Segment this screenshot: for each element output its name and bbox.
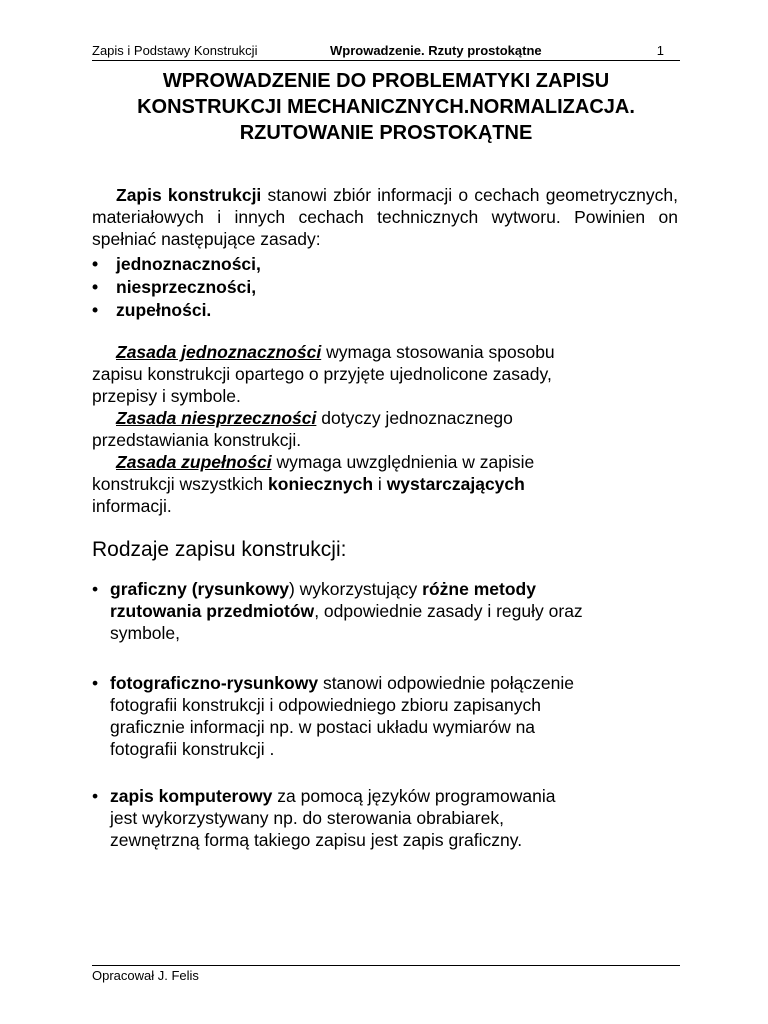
page-footer: Opracował J. Felis bbox=[92, 965, 680, 985]
type-1-emphasis-a: różne metody bbox=[422, 579, 536, 599]
principle-item bbox=[92, 253, 261, 276]
title-line-1: WPROWADZENIE DO PROBLEMATYKI ZAPISU bbox=[162, 70, 610, 92]
type-2-line-3: graficznie informacji np. w postaci układu wymiarów na bbox=[110, 717, 536, 737]
rule-2-text: dotyczy jednoznacznego bbox=[316, 408, 513, 428]
header-chapter-title: Wprowadzenie. Rzuty prostokątne bbox=[330, 43, 542, 58]
type-2-text-a: stanowi odpowiednie połączenie bbox=[318, 673, 574, 693]
rule-2-term: Zasada niesprzeczności bbox=[116, 408, 317, 428]
type-item-body bbox=[110, 785, 682, 851]
rule-3-text-b: konstrukcji wszystkich bbox=[92, 474, 269, 494]
type-2-line-2: fotografii konstrukcji i odpowiedniego zbioru zapisanych bbox=[110, 695, 541, 715]
type-item-graphic bbox=[92, 578, 682, 644]
rule-1-line-3: przepisy i symbole. bbox=[92, 386, 241, 406]
type-1-term: graficzny (rysunkowy bbox=[110, 579, 289, 599]
header-page-number: 1 bbox=[656, 43, 664, 58]
types-heading: Rodzaje zapisu konstrukcji: bbox=[92, 538, 347, 561]
type-item-body bbox=[110, 672, 682, 760]
bullet-icon: • bbox=[92, 786, 99, 806]
rule-1-line-2: zapisu konstrukcji opartego o przyjęte ujednolicone zasady, bbox=[92, 364, 552, 384]
type-3-line-2: jest wykorzystywany np. do sterowania obrabiarek, bbox=[110, 808, 504, 828]
intro-term: Zapis konstrukcji bbox=[116, 185, 262, 205]
principle-label: jednoznaczności, bbox=[116, 254, 261, 274]
type-3-line-1 bbox=[110, 785, 682, 807]
bullet-icon: • bbox=[92, 277, 99, 297]
type-2-line-4: fotografii konstrukcji . bbox=[110, 739, 275, 759]
rule-1-term: Zasada jednoznaczności bbox=[116, 342, 322, 362]
rule-3-keyword-necessary: koniecznych bbox=[268, 474, 374, 494]
bullet-icon: • bbox=[92, 300, 99, 320]
intro-text: stanowi zbiór informacji o cechach geometrycznych, materiałowych i innych cechach technicznych wytworu. Powinien on spełniać następujące zasady: bbox=[92, 185, 678, 249]
type-item-body bbox=[110, 578, 682, 644]
principle-item bbox=[92, 299, 261, 322]
rule-3-text-c: i bbox=[373, 474, 387, 494]
type-3-line-3: zewnętrzną formą takiego zapisu jest zapis graficzny. bbox=[110, 830, 523, 850]
rule-2-line bbox=[92, 407, 678, 429]
rule-3-line-3: informacji. bbox=[92, 496, 172, 516]
header-course-title: Zapis i Podstawy Konstrukcji bbox=[92, 43, 258, 58]
type-1-emphasis-b: rzutowania przedmiotów bbox=[110, 601, 315, 621]
rule-1-line bbox=[92, 341, 678, 363]
type-1-text-b: , odpowiednie zasady i reguły oraz bbox=[314, 601, 583, 621]
title-line-3: RZUTOWANIE PROSTOKĄTNE bbox=[239, 122, 533, 144]
rule-2-line-2: przedstawiania konstrukcji. bbox=[92, 430, 302, 450]
type-3-term: zapis komputerowy bbox=[110, 786, 273, 806]
bullet-icon: • bbox=[92, 579, 99, 599]
document-title bbox=[92, 68, 680, 146]
rule-3-text: wymaga uwzględnienia w zapisie bbox=[271, 452, 535, 472]
rule-3-line-2 bbox=[92, 473, 678, 495]
principle-label: niesprzeczności, bbox=[116, 277, 257, 297]
rule-3-keyword-sufficient: wystarczających bbox=[386, 474, 525, 494]
type-2-term: fotograficzno-rysunkowy bbox=[110, 673, 319, 693]
type-1-line-3: symbole, bbox=[110, 623, 181, 643]
rule-3-term: Zasada zupełności bbox=[116, 452, 272, 472]
bullet-icon: • bbox=[92, 254, 99, 274]
type-item-computer bbox=[92, 785, 682, 851]
rule-3-line bbox=[92, 451, 678, 473]
principle-item bbox=[92, 276, 261, 299]
principle-label: zupełności. bbox=[116, 300, 212, 320]
page-header bbox=[92, 42, 680, 61]
intro-paragraph bbox=[92, 184, 678, 250]
principles-list bbox=[92, 253, 261, 322]
type-2-line-1 bbox=[110, 672, 682, 694]
rules-section bbox=[92, 341, 678, 517]
rule-1-text: wymaga stosowania sposobu bbox=[321, 342, 555, 362]
type-3-text-a: za pomocą języków programowania bbox=[272, 786, 556, 806]
type-1-line-2 bbox=[110, 600, 682, 622]
title-line-2: KONSTRUKCJI MECHANICZNYCH.NORMALIZACJA. bbox=[137, 96, 635, 118]
type-item-photographic bbox=[92, 672, 682, 760]
type-1-text-a: ) wykorzystujący bbox=[288, 579, 423, 599]
bullet-icon: • bbox=[92, 673, 99, 693]
type-1-line-1 bbox=[110, 578, 682, 600]
